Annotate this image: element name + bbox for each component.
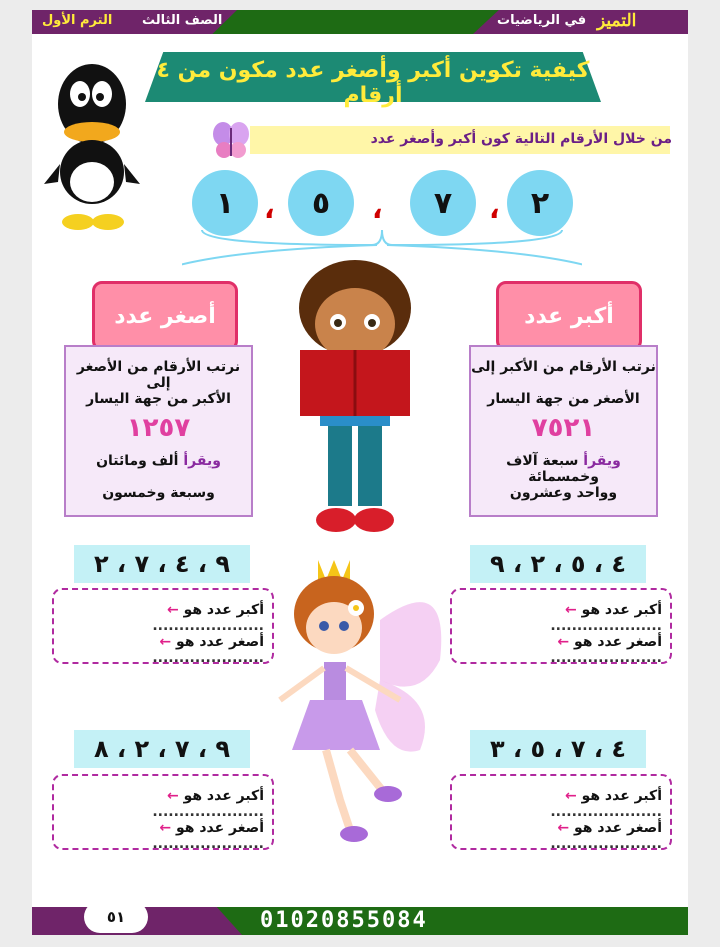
- arrow-left-icon: ←: [557, 820, 570, 836]
- largest-reading-line2: وواحد وعشرون: [509, 485, 618, 501]
- digit-bubble-3: ٥: [288, 170, 354, 236]
- exercise-answer-box: [450, 588, 672, 664]
- largest-answer-label: أكبر عدد هو: [183, 602, 264, 618]
- boy-reading-illustration: [290, 258, 420, 543]
- grade-label: الصف الثالث: [142, 13, 223, 28]
- digit-bubble-1: ٢: [507, 170, 573, 236]
- smallest-answer-label: أصغر عدد هو: [175, 634, 264, 650]
- largest-answer-line: [457, 788, 662, 820]
- largest-answer-line: [457, 602, 662, 634]
- largest-reading-text: سبعة آلاف وخمسمائة: [506, 453, 599, 485]
- largest-answer-line: [59, 788, 264, 820]
- digit-separator: ،: [372, 192, 383, 225]
- largest-number-label: [496, 281, 642, 351]
- digit-bubble-4: ١: [192, 170, 258, 236]
- butterfly-icon: [212, 120, 250, 160]
- largest-answer-label: أكبر عدد هو: [581, 788, 662, 804]
- arrow-left-icon: ←: [159, 820, 172, 836]
- smallest-answer-label: أصغر عدد هو: [573, 634, 662, 650]
- digit-separator: ،: [264, 192, 275, 225]
- subject-label: في الرياضيات: [497, 13, 587, 28]
- brand-logo: التميز: [597, 11, 637, 31]
- exercise-digits: ٤ ، ٥ ، ٢ ، ٩: [470, 545, 646, 583]
- exercise-answer-box: [450, 774, 672, 850]
- fairy-illustration: [270, 550, 450, 850]
- largest-reading-line1: [471, 453, 656, 485]
- smallest-reading-text: ألف ومائتان: [96, 453, 179, 469]
- penguin-illustration: [40, 54, 144, 234]
- smallest-rule-line1: نرتب الأرقام من الأصغر إلى: [76, 359, 241, 391]
- smallest-answer-label: أصغر عدد هو: [175, 820, 264, 836]
- answer-blank[interactable]: .....................: [152, 836, 264, 852]
- smallest-answer-label: أصغر عدد هو: [573, 820, 662, 836]
- exercise-answer-box: [52, 774, 274, 850]
- answer-blank[interactable]: .....................: [550, 650, 662, 666]
- digit-separator: ،: [489, 192, 500, 225]
- answer-blank[interactable]: .....................: [550, 618, 662, 634]
- arrow-left-icon: ←: [564, 788, 577, 804]
- arrow-left-icon: ←: [557, 634, 570, 650]
- page-number: ٥١: [84, 901, 148, 933]
- largest-answer-label: أكبر عدد هو: [183, 788, 264, 804]
- exercise-answer-box: [52, 588, 274, 664]
- largest-number-value: ٧٥٢١: [531, 413, 596, 443]
- answer-blank[interactable]: .....................: [550, 836, 662, 852]
- answer-blank[interactable]: .....................: [152, 618, 264, 634]
- read-prefix: ويقرأ: [183, 453, 221, 469]
- largest-answer-line: [59, 602, 264, 634]
- phone-number: 01020855084: [260, 908, 428, 933]
- smallest-answer-line: [59, 634, 264, 666]
- exercise-digits: ٤ ، ٧ ، ٥ ، ٣: [470, 730, 646, 768]
- arrow-left-icon: ←: [564, 602, 577, 618]
- smallest-explanation-box: [64, 345, 253, 517]
- instruction-text: من خلال الأرقام التالية كون أكبر وأصغر عدد: [370, 131, 672, 147]
- arrow-left-icon: ←: [159, 634, 172, 650]
- smallest-answer-line: [457, 820, 662, 852]
- smallest-answer-line: [457, 634, 662, 666]
- smallest-answer-line: [59, 820, 264, 852]
- answer-blank[interactable]: .....................: [152, 804, 264, 820]
- smallest-number-value: ١٢٥٧: [126, 413, 191, 443]
- exercise-digits: ٩ ، ٤ ، ٧ ، ٢: [74, 545, 250, 583]
- read-prefix: ويقرأ: [583, 453, 621, 469]
- exercise-digits: ٩ ، ٧ ، ٢ ، ٨: [74, 730, 250, 768]
- largest-rule-line1: نرتب الأرقام من الأكبر إلى: [471, 359, 656, 375]
- answer-blank[interactable]: .....................: [550, 804, 662, 820]
- worksheet-page: [32, 10, 688, 935]
- arrow-left-icon: ←: [166, 602, 179, 618]
- page-title: كيفية تكوين أكبر وأصغر عدد مكون من ٤ أرقام: [156, 58, 590, 108]
- largest-explanation-box: [469, 345, 658, 517]
- term-label: الترم الأول: [42, 13, 113, 28]
- answer-blank[interactable]: .....................: [152, 650, 264, 666]
- smallest-number-label-text: أصغر عدد: [114, 303, 216, 329]
- largest-answer-label: أكبر عدد هو: [581, 602, 662, 618]
- smallest-reading-line1: [66, 453, 251, 469]
- smallest-rule-line2: الأكبر من جهة اليسار: [86, 391, 231, 407]
- largest-number-label-text: أكبر عدد: [524, 303, 614, 329]
- arrow-left-icon: ←: [166, 788, 179, 804]
- smallest-reading-line2: وسبعة وخمسون: [102, 485, 215, 501]
- smallest-number-label: [92, 281, 238, 351]
- largest-rule-line2: الأصغر من جهة اليسار: [487, 391, 640, 407]
- digit-bubble-2: ٧: [410, 170, 476, 236]
